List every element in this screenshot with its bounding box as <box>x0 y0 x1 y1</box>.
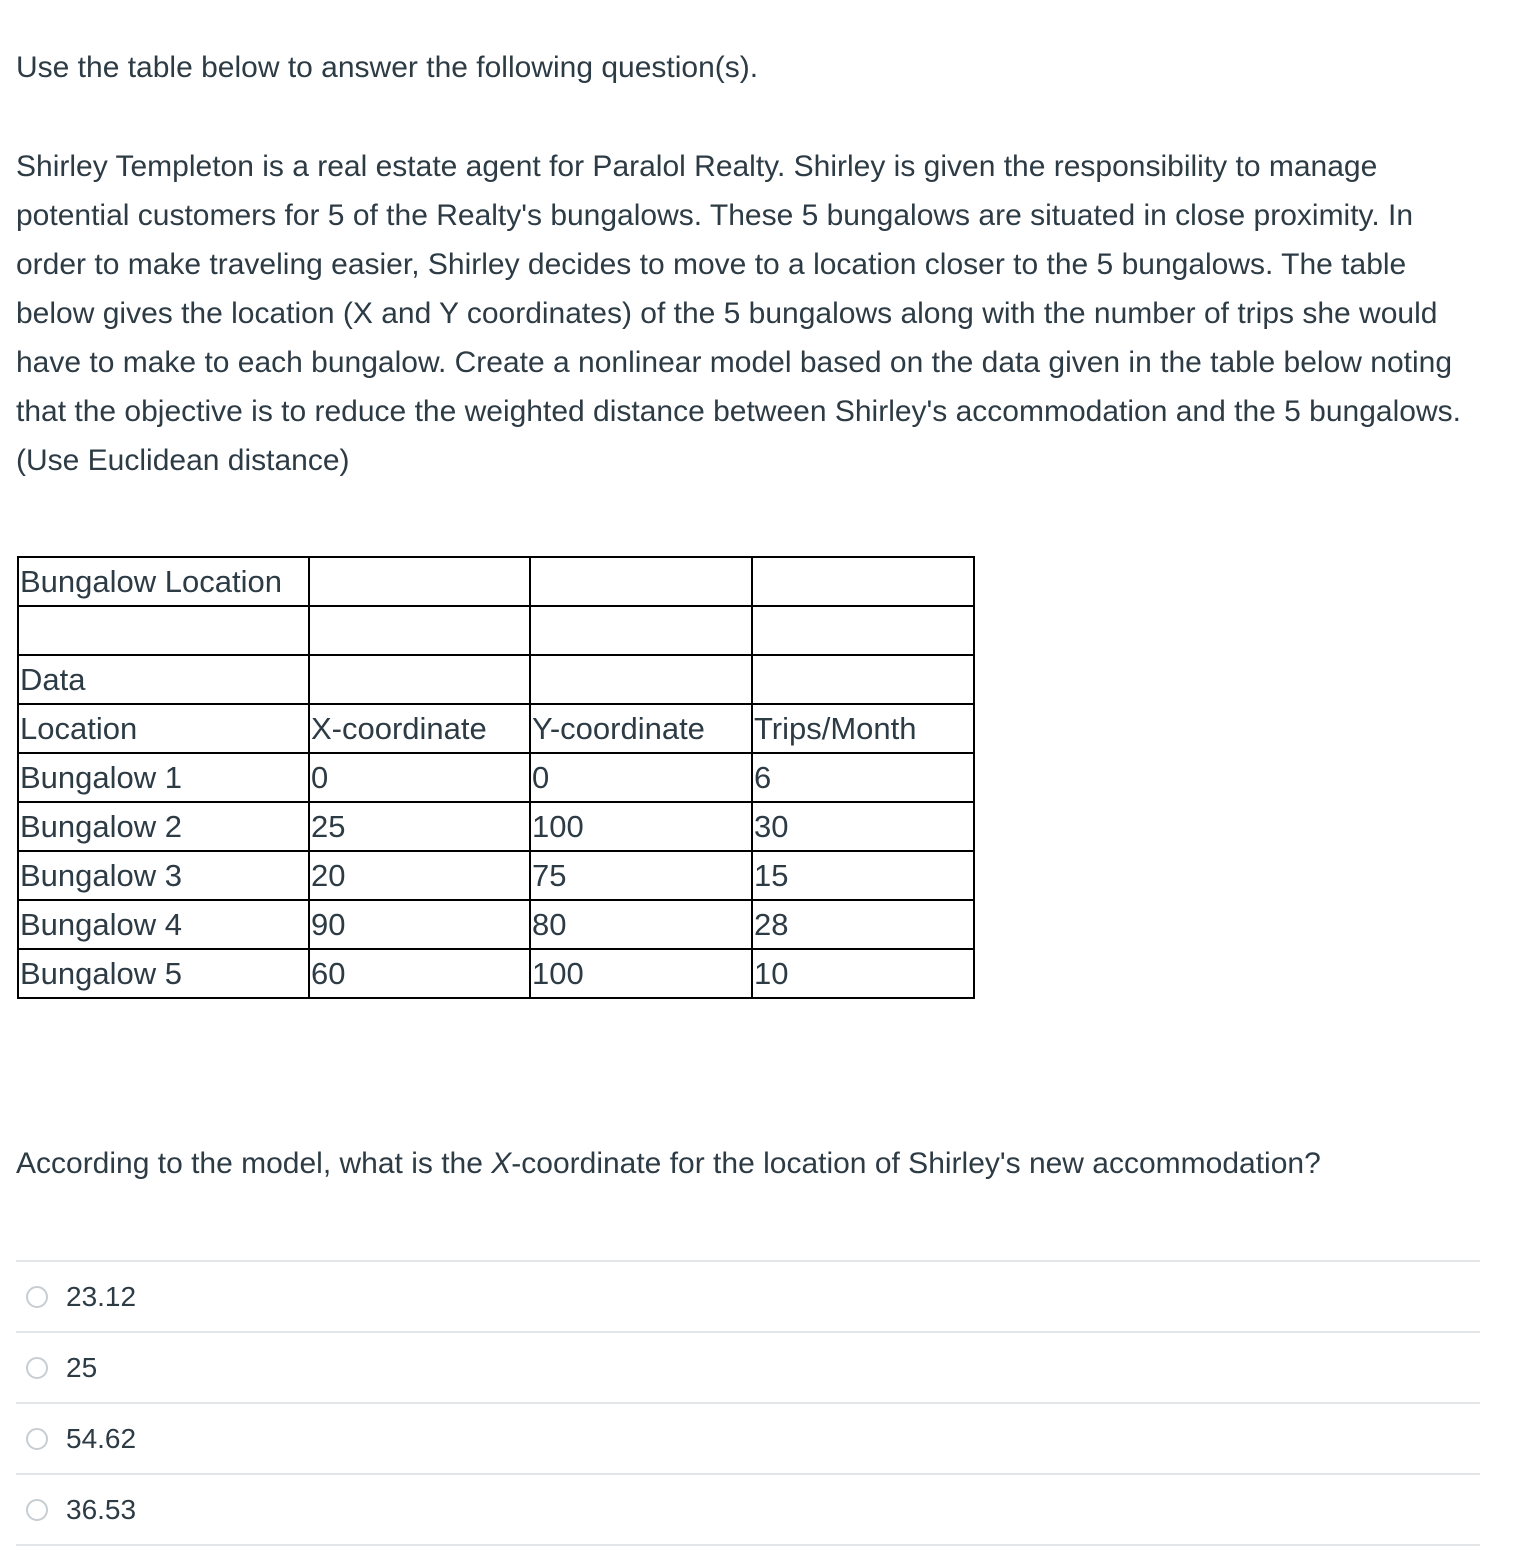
cell-y: 80 <box>530 900 752 949</box>
table-title-row <box>18 557 974 606</box>
answer-label[interactable]: 23.12 <box>66 1280 137 1312</box>
cell-location: Bungalow 2 <box>18 802 309 851</box>
cell-x: 20 <box>309 851 530 900</box>
question-text <box>16 1142 1321 1186</box>
cell-location: Bungalow 1 <box>18 753 309 802</box>
answer-option[interactable] <box>16 1404 1480 1475</box>
cell-trips: 30 <box>752 802 974 851</box>
answer-option[interactable] <box>16 1475 1480 1546</box>
cell-x: 90 <box>309 900 530 949</box>
question-variable: X <box>491 1147 512 1180</box>
question-text-end: -coordinate for the location of Shirley's new accommodation? <box>511 1147 1321 1180</box>
cell-location: Bungalow 5 <box>18 949 309 998</box>
cell-location: Bungalow 4 <box>18 900 309 949</box>
cell-y: 100 <box>530 949 752 998</box>
table-row <box>18 851 974 900</box>
radio-button[interactable] <box>26 1499 48 1521</box>
cell-location: Bungalow 3 <box>18 851 309 900</box>
cell-y: 0 <box>530 753 752 802</box>
table-cell-empty <box>752 557 974 606</box>
cell-trips: 10 <box>752 949 974 998</box>
table-cell-empty <box>530 655 752 704</box>
table-header-row <box>18 704 974 753</box>
answer-label[interactable]: 54.62 <box>66 1422 137 1454</box>
instructions-text: Use the table below to answer the following question(s). <box>16 51 759 84</box>
problem-passage: Shirley Templeton is a real estate agent for Paralol Realty. Shirley is given the responsibility to manage potential customers for 5 of the Realty's bungalows. These 5 bungalows are situated in close proximity. In order to make traveling easier, Shirley decides to move to a location closer to the 5 bungalows. The table below gives the location (X and Y coordinates) of the 5 bungalows along with the number of trips she would have to make to each bungalow. Create a nonlinear model based on the data given in the table below noting that the objective is to reduce the weighted distance between Shirley's accommodation and the 5 bungalows. (Use Euclidean distance) <box>16 150 1461 477</box>
answer-choices <box>16 1260 1480 1546</box>
radio-button[interactable] <box>26 1286 48 1308</box>
table-cell-empty <box>18 606 309 655</box>
table-cell-empty <box>530 557 752 606</box>
table-title: Bungalow Location <box>18 557 309 606</box>
answer-option[interactable] <box>16 1333 1480 1404</box>
column-header-location: Location <box>18 704 309 753</box>
cell-x: 0 <box>309 753 530 802</box>
table-row <box>18 753 974 802</box>
answer-option[interactable] <box>16 1262 1480 1333</box>
cell-y: 75 <box>530 851 752 900</box>
cell-trips: 28 <box>752 900 974 949</box>
answer-label[interactable]: 36.53 <box>66 1493 137 1525</box>
radio-button[interactable] <box>26 1428 48 1450</box>
table-section-label: Data <box>18 655 309 704</box>
table-blank-row <box>18 606 974 655</box>
cell-y: 100 <box>530 802 752 851</box>
column-header-x: X-coordinate <box>309 704 530 753</box>
table-cell-empty <box>309 655 530 704</box>
table-section-row <box>18 655 974 704</box>
table-row <box>18 802 974 851</box>
table-cell-empty <box>309 606 530 655</box>
cell-trips: 6 <box>752 753 974 802</box>
radio-button[interactable] <box>26 1357 48 1379</box>
table-cell-empty <box>752 606 974 655</box>
cell-x: 25 <box>309 802 530 851</box>
column-header-y: Y-coordinate <box>530 704 752 753</box>
column-header-trips: Trips/Month <box>752 704 974 753</box>
answer-label[interactable]: 25 <box>66 1351 98 1383</box>
table-cell-empty <box>752 655 974 704</box>
cell-x: 60 <box>309 949 530 998</box>
bungalow-data-table <box>17 556 975 999</box>
table-row <box>18 949 974 998</box>
table-cell-empty <box>309 557 530 606</box>
question-text-start: According to the model, what is the <box>16 1147 492 1180</box>
cell-trips: 15 <box>752 851 974 900</box>
table-row <box>18 900 974 949</box>
table-cell-empty <box>530 606 752 655</box>
